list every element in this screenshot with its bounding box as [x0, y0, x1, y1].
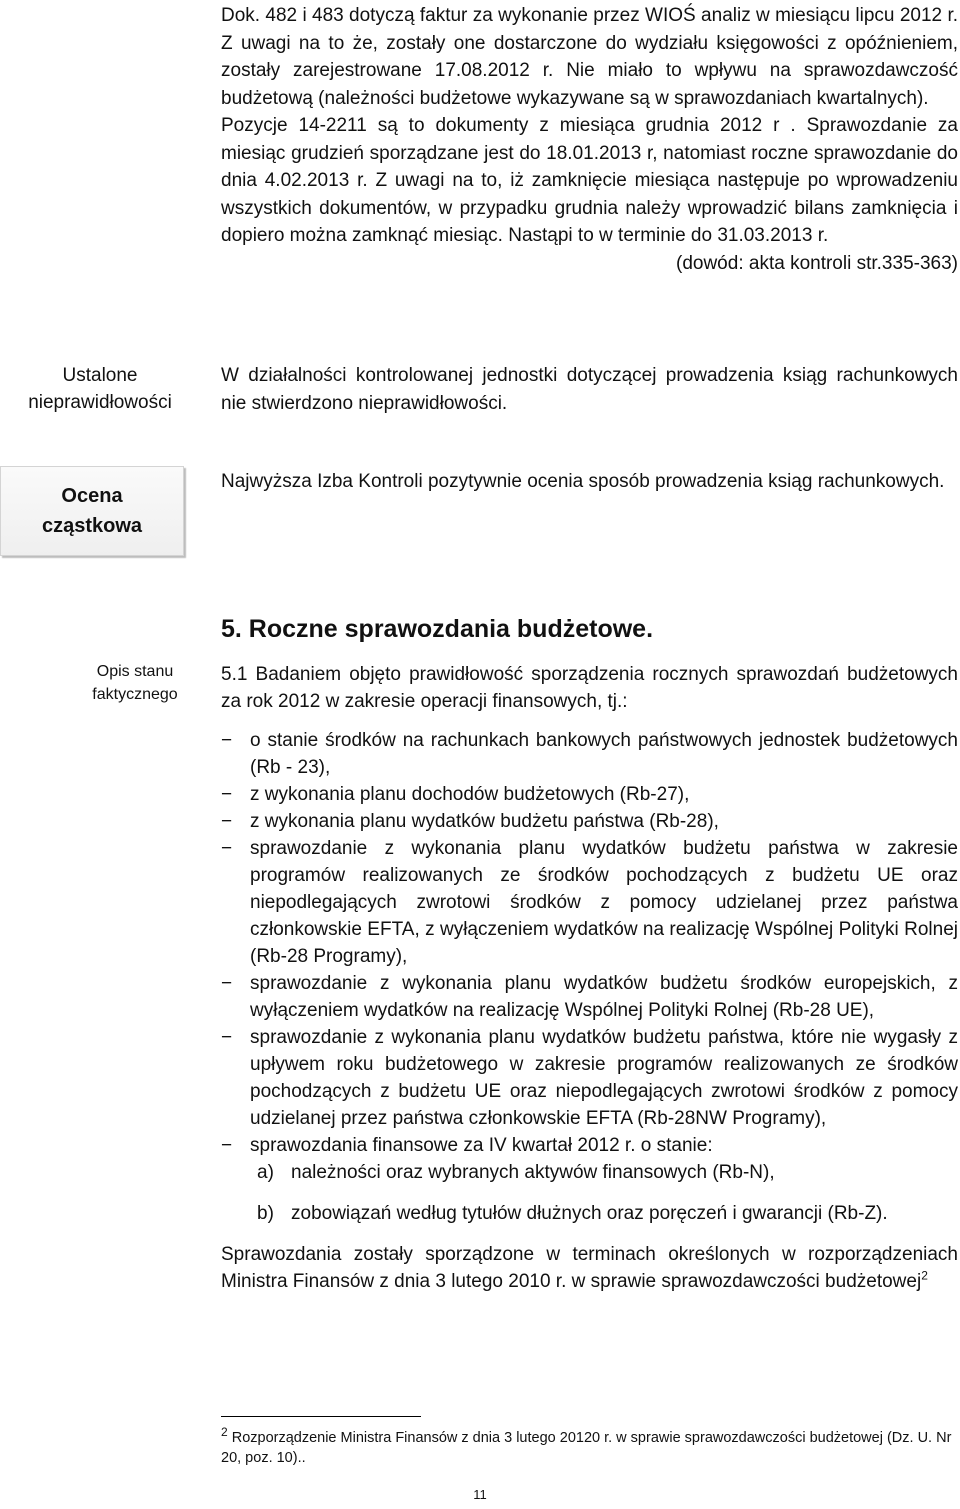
- dash-marker: −: [221, 811, 233, 832]
- list-item: − z wykonania planu wydatków budżetu państwa (Rb-28),: [221, 808, 958, 835]
- dash-marker: −: [221, 973, 233, 994]
- intro-paragraph-2: Pozycje 14-2211 są to dokumenty z miesiąca grudnia 2012 r . Sprawozdanie za miesiąc grudzień sporządzane jest do 18.01.2013 r, natomiast roczne sprawozdanie do dnia 4.02.2013 r. Z uwagi na to, iż zamknięcie miesiąca następuje po wprowadzeniu wszystkich dokumentów, w przypadku grudnia należy wprowadzić bilans zamknięcia i dopiero można zamknąć miesiąc. Nastąpi to w terminie do 31.03.2013 r.: [221, 115, 958, 246]
- assessment-text: Najwyższa Izba Kontroli pozytywnie ocenia sposób prowadzenia ksiąg rachunkowych.: [221, 471, 945, 492]
- assessment-label-line2: cząstkowa: [41, 515, 143, 537]
- page-number: 11: [473, 1487, 487, 1502]
- footnote-number: 2: [221, 1425, 228, 1440]
- list-item: − sprawozdanie z wykonania planu wydatków budżetu środków europejskich, z wyłączeniem wydatków na realizację Wspólnej Polityki Rolnej (Rb-28 UE),: [221, 970, 958, 1024]
- list-item: − sprawozdania finansowe za IV kwartał 2012 r. o stanie:: [221, 1132, 958, 1159]
- list-item: − sprawozdanie z wykonania planu wydatków budżetu państwa, które nie wygasły z upływem roku budżetowego w zakresie programów realizowanych ze środków pochodzących z budżetu UE oraz niepodlegających zwrotowi środków z pomocy udzielanej przez państwa członkowskie EFTA (Rb-28NW Programy),: [221, 1024, 958, 1132]
- footnote: $^2$ Rozporządzenie Ministra Finansów z dnia 3 lutego 20120 r. w sprawie sprawozdawczości budżetowej (Dz. U. Nr 20, poz. 10)..: [221, 1425, 952, 1466]
- dash-marker: −: [221, 784, 233, 805]
- intro-paragraph-1: Dok. 482 i 483 dotyczą faktur za wykonanie przez WIOŚ analiz w miesiącu lipcu 2012 r. Z uwagi na to że, zostały one dostarczone do wydziału księgowości z opóźnieniem, zostały zarejestrowane 17.08.2012 r. Nie miało to wpływu na sprawozdawczość budżetową (należności budżetowe wykazywane są w sprawozdaniach kwartalnych).: [221, 5, 958, 109]
- facts-description-label: Opis stanu faktycznego: [92, 663, 178, 703]
- list-item: − z wykonania planu dochodów budżetowych (Rb-27),: [221, 781, 958, 808]
- sub-list-item: a) należności oraz wybranych aktywów finansowych (Rb-N),: [257, 1162, 775, 1183]
- assessment-label-line1: Ocena: [61, 485, 123, 507]
- sub-list-item: b) zobowiązań według tytułów dłużnych oraz poręczeń i gwarancji (Rb-Z).: [257, 1203, 888, 1224]
- list-item: − o stanie środków na rachunkach bankowych państwowych jednostek budżetowych (Rb - 23),: [221, 727, 958, 781]
- list-item: − sprawozdanie z wykonania planu wydatków budżetu państwa w zakresie programów realizowanych ze środków pochodzących z budżetu UE oraz niepodlegających zwrotowi środków z pomocy udzielanej przez państwa członkowskie EFTA, z wyłączeniem wydatków na realizację Wspólnej Polityki Rolnej (Rb-28 Programy),: [221, 835, 958, 970]
- irregularities-text: W działalności kontrolowanej jednostki dotyczącej prowadzenia ksiąg rachunkowych nie stwierdzono nieprawidłowości.: [221, 365, 958, 414]
- footnote-reference[interactable]: 2: [921, 1268, 928, 1283]
- irregularities-label: Ustalone nieprawidłowości: [28, 365, 172, 413]
- evidence-reference: (dowód: akta kontroli str.335-363): [676, 252, 958, 274]
- assessment-label-box: [0, 466, 184, 556]
- footnote-divider: [221, 1416, 421, 1417]
- section-intro: 5.1 Badaniem objęto prawidłowość sporządzenia rocznych sprawozdań budżetowych za rok 2012 w zakresie operacji finansowych, tj.:: [221, 664, 958, 712]
- dash-marker: −: [221, 838, 233, 859]
- dash-marker: −: [221, 730, 233, 751]
- section-closing: Sprawozdania zostały sporządzone w terminach określonych w rozporządzeniach Ministra Finansów z dnia 3 lutego 2010 r. w sprawie sprawozdawczości budżetowej$^2$: [221, 1244, 958, 1292]
- dash-marker: −: [221, 1027, 233, 1048]
- section-heading: 5. Roczne sprawozdania budżetowe.: [221, 615, 654, 643]
- section-body: [221, 661, 958, 1295]
- dash-marker: −: [221, 1135, 233, 1156]
- intro-block: [221, 2, 958, 277]
